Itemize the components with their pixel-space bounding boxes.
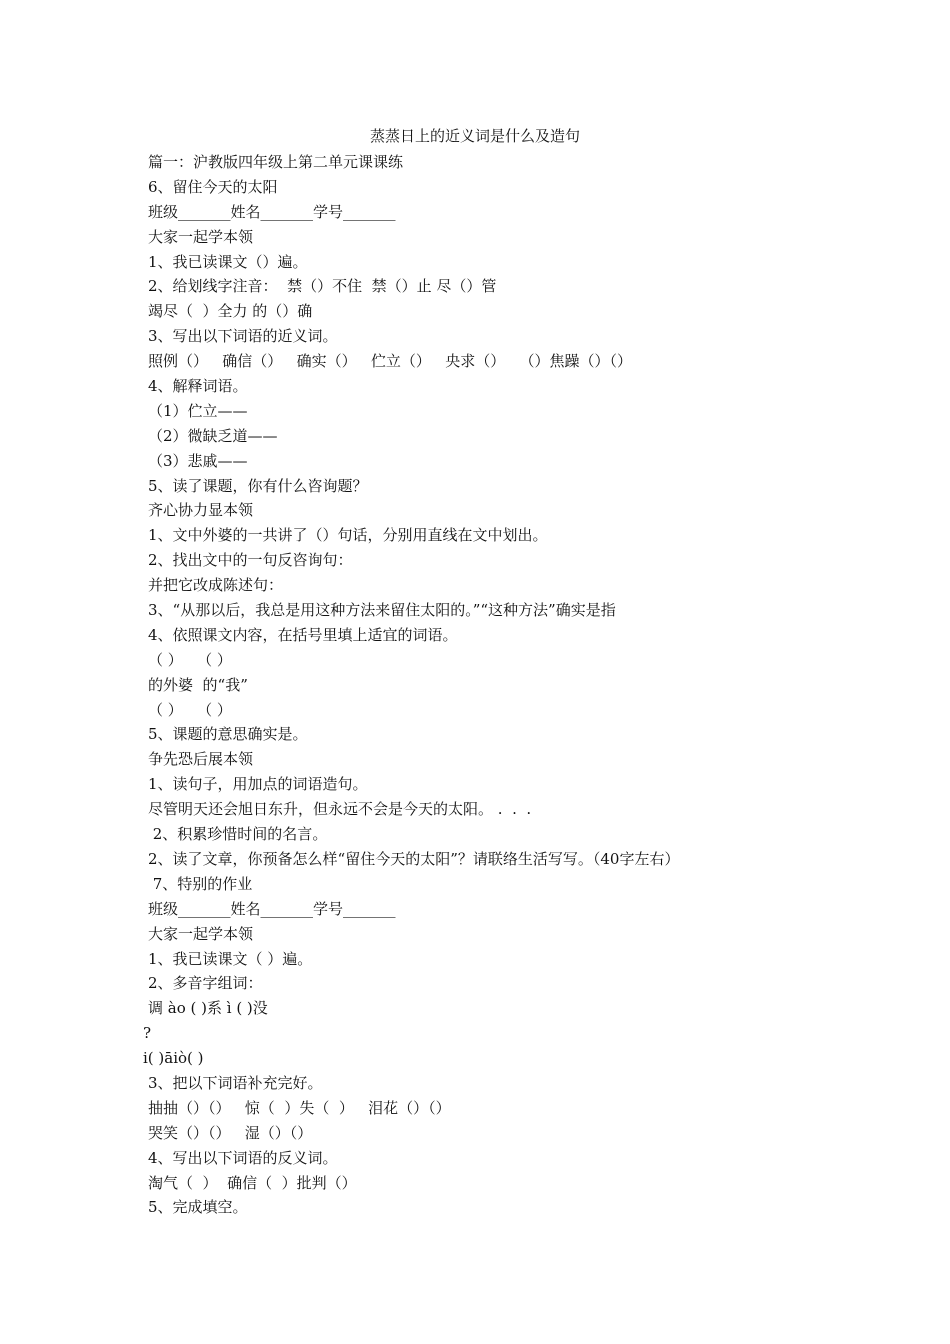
text-line: 4、解释词语。 bbox=[148, 377, 248, 396]
text-line: （2）微缺乏道—— bbox=[148, 426, 278, 445]
text-line: 篇一：沪教版四年级上第二单元课课练 bbox=[148, 153, 404, 171]
text-line: 淘气（ ） 确信（ ）批判（） bbox=[148, 1173, 357, 1192]
text-line: 照例（） 确信（） 确实（） 伫立（） 央求（） （）焦躁（）（） bbox=[148, 352, 633, 371]
text-line: 1、我已读课文（ ）遍。 bbox=[148, 949, 313, 968]
text-line: 尽管明天还会旭日东升，但永远不会是今天的太阳。 . . . bbox=[148, 800, 532, 819]
text-line: 并把它改成陈述句： bbox=[148, 576, 284, 595]
text-line: 3、“从那以后，我总是用这种方法来留住太阳的。”“这种方法”确实是指 bbox=[148, 601, 616, 620]
text-line: 1、文中外婆的一共讲了（）句话，分别用直线在文中划出。 bbox=[148, 526, 548, 545]
text-line: 3、写出以下词语的近义词。 bbox=[148, 327, 338, 346]
document-body bbox=[0, 150, 950, 1220]
text-line: 班级_______姓名_______学号_______ bbox=[148, 899, 396, 918]
text-line: 2、读了文章，你预备怎么样“留住今天的太阳”？请联络生活写写。（40字左右） bbox=[148, 849, 680, 868]
document-title: 蒸蒸日上的近义词是什么及造句 bbox=[369, 127, 580, 145]
text-line: 3、把以下词语补充完好。 bbox=[148, 1073, 323, 1092]
text-line: 调 ào ( )系 ì ( )没 bbox=[148, 999, 268, 1018]
text-line: 1、读句子，用加点的词语造句。 bbox=[148, 775, 368, 794]
text-line: 班级_______姓名_______学号_______ bbox=[148, 202, 396, 221]
text-line: 4、写出以下词语的反义词。 bbox=[148, 1148, 338, 1167]
text-line: 6、留住今天的太阳 bbox=[148, 177, 278, 196]
text-line: 5、读了课题，你有什么咨询题？ bbox=[148, 476, 368, 495]
text-line: 4、依照课文内容，在括号里填上适宜的词语。 bbox=[148, 625, 458, 644]
text-line: 竭尽（ ）全力 的（）确 bbox=[148, 302, 313, 321]
text-line: 2、多音字组词： bbox=[148, 974, 263, 993]
text-line: （ ） （ ） bbox=[148, 700, 232, 719]
text-line: （3）悲戚—— bbox=[148, 451, 248, 470]
text-line: 1、我已读课文（）遍。 bbox=[148, 252, 308, 271]
text-line: 大家一起学本领 bbox=[148, 924, 254, 943]
text-line: 大家一起学本领 bbox=[148, 227, 254, 246]
text-line: 2、找出文中的一句反咨询句： bbox=[148, 551, 353, 570]
text-line: 7、特别的作业 bbox=[148, 874, 253, 893]
text-line: 2、积累珍惜时间的名言。 bbox=[148, 825, 328, 844]
text-line: 5、课题的意思确实是。 bbox=[148, 725, 308, 744]
text-line: 争先恐后展本领 bbox=[148, 750, 254, 769]
text-line: 5、完成填空。 bbox=[148, 1198, 248, 1217]
text-line: （1）伫立—— bbox=[148, 401, 248, 420]
text-line: 2、给划线字注音： 禁（）不住 禁（）止 尽（）管 bbox=[148, 277, 497, 296]
text-line: 抽抽（）（） 惊（ ）失（ ） 泪花（）（） bbox=[148, 1098, 451, 1117]
text-line: 哭笑（）（） 湿（）（） bbox=[148, 1123, 313, 1142]
text-line: i( )āiò( ) bbox=[143, 1049, 204, 1068]
text-line: ? bbox=[143, 1024, 152, 1043]
text-line: 齐心协力显本领 bbox=[148, 501, 254, 520]
text-line: （ ） （ ） bbox=[148, 650, 232, 669]
text-line: 的外婆 的“我” bbox=[148, 675, 248, 694]
